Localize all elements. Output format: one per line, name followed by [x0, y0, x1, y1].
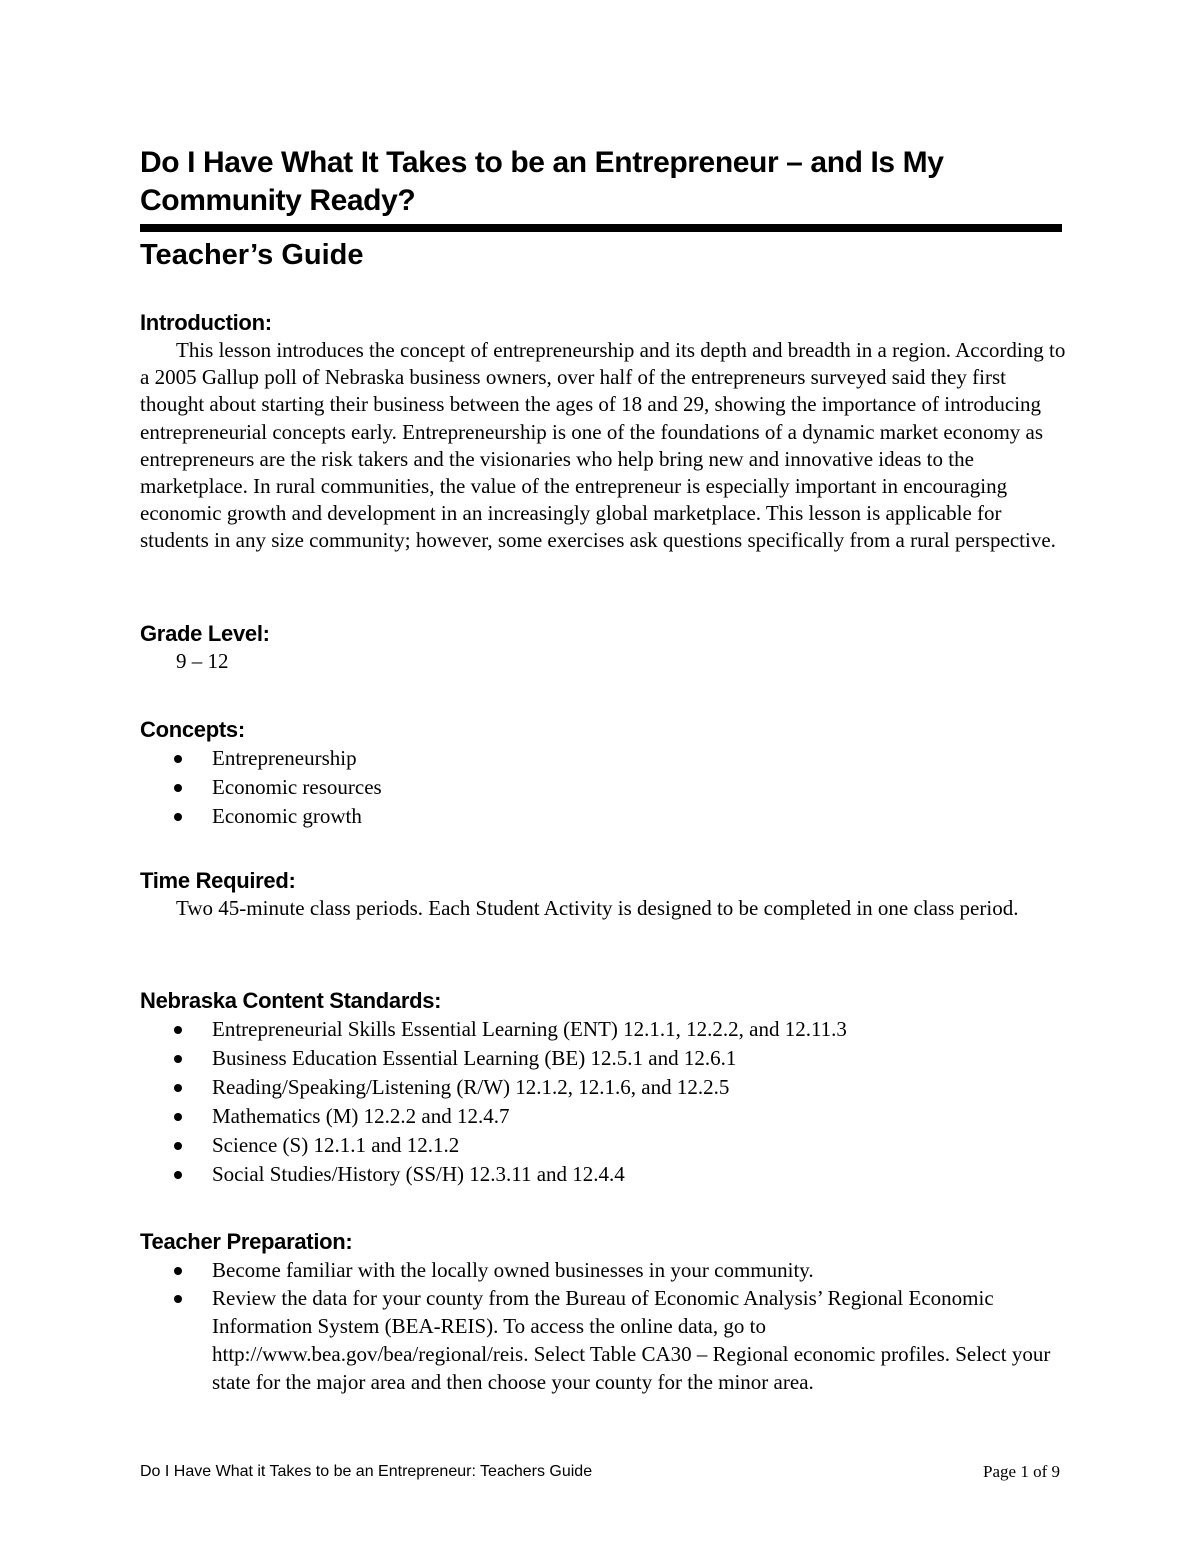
bullet-icon: [174, 1026, 182, 1034]
footer-document-title: Do I Have What it Takes to be an Entrepreneur: Teachers Guide: [140, 1463, 593, 1480]
concepts-section: [140, 716, 1070, 831]
bullet-icon: [174, 755, 182, 763]
introduction-section: [140, 309, 1070, 555]
bullet-icon: [174, 1267, 182, 1275]
bullet-icon: [174, 1171, 182, 1179]
title-rule: [140, 224, 1062, 232]
bullet-icon: [174, 1084, 182, 1092]
list-item: [140, 744, 1070, 773]
standard-label: Mathematics (M) 12.2.2 and 12.4.7: [212, 1104, 510, 1128]
bullet-icon: [174, 1142, 182, 1150]
standard-label: Science (S) 12.1.1 and 12.1.2: [212, 1133, 460, 1157]
concepts-heading: Concepts:: [140, 717, 245, 742]
list-item: [140, 1015, 1070, 1044]
grade-level-value: 9 – 12: [176, 649, 229, 673]
standard-label: Entrepreneurial Skills Essential Learning (ENT) 12.1.1, 12.2.2, and 12.11.3: [212, 1017, 847, 1041]
preparation-label: Become familiar with the locally owned businesses in your community.: [212, 1258, 814, 1282]
bullet-icon: [174, 784, 182, 792]
standards-heading: Nebraska Content Standards:: [140, 988, 442, 1013]
list-item: [140, 802, 1070, 831]
list-item: [140, 1256, 1070, 1284]
teacher-preparation-heading: Teacher Preparation:: [140, 1229, 353, 1254]
document-title: Do I Have What It Takes to be an Entrepreneur – and Is My Community Ready?: [140, 146, 944, 217]
introduction-heading: Introduction:: [140, 310, 272, 335]
time-required-section: [140, 867, 1070, 922]
list-item: [140, 1284, 1070, 1396]
list-item: [140, 1044, 1070, 1073]
time-required-text: Two 45-minute class periods. Each Student Activity is designed to be completed in one class period.: [176, 896, 1019, 920]
list-item: [140, 1073, 1070, 1102]
concept-label: Economic growth: [212, 804, 362, 828]
list-item: [140, 773, 1070, 802]
teacher-preparation-list: [140, 1256, 1070, 1396]
footer-page-number: Page 1 of 9: [983, 1462, 1060, 1481]
standards-section: [140, 987, 1070, 1189]
introduction-text: This lesson introduces the concept of entrepreneurship and its depth and breadth in a region. According to a 2005 Gallup poll of Nebraska business owners, over half of the entrepreneurs surveyed said they first thought about starting their business between the ages of 18 and 29, showing the importance of introducing entrepreneurial concepts early. Entrepreneurship is one of the foundations of a dynamic market economy as entrepreneurs are the risk takers and the visionaries who help bring new and innovative ideas to the marketplace. In rural communities, the value of the entrepreneur is especially important in encouraging economic growth and development in an increasingly global marketplace. This lesson is applicable for students in any size community; however, some exercises ask questions specifically from a rural perspective.: [140, 338, 1066, 553]
time-required-heading: Time Required:: [140, 868, 296, 893]
bullet-icon: [174, 1295, 182, 1303]
list-item: [140, 1131, 1070, 1160]
list-item: [140, 1102, 1070, 1131]
concept-label: Entrepreneurship: [212, 746, 357, 770]
preparation-label: Review the data for your county from the Bureau of Economic Analysis’ Regional Economic Information System (BEA-REIS). To access the online data, go to http://www.bea.gov/bea/regional/reis. Select Table CA30 – Regional economic profiles. Select your state for the major area and then choose your county for the minor area.: [212, 1286, 1051, 1394]
grade-level-heading: Grade Level:: [140, 621, 270, 646]
standard-label: Reading/Speaking/Listening (R/W) 12.1.2, 12.1.6, and 12.2.5: [212, 1075, 730, 1099]
concept-label: Economic resources: [212, 775, 382, 799]
document-subtitle: Teacher’s Guide: [140, 239, 364, 271]
bullet-icon: [174, 1113, 182, 1121]
teacher-preparation-section: [140, 1228, 1070, 1396]
standards-list: [140, 1015, 1070, 1189]
list-item: [140, 1160, 1070, 1189]
bullet-icon: [174, 1055, 182, 1063]
concepts-list: [140, 744, 1070, 831]
standard-label: Business Education Essential Learning (BE) 12.5.1 and 12.6.1: [212, 1046, 737, 1070]
standard-label: Social Studies/History (SS/H) 12.3.11 and 12.4.4: [212, 1162, 625, 1186]
grade-level-section: [140, 620, 1070, 675]
bullet-icon: [174, 813, 182, 821]
